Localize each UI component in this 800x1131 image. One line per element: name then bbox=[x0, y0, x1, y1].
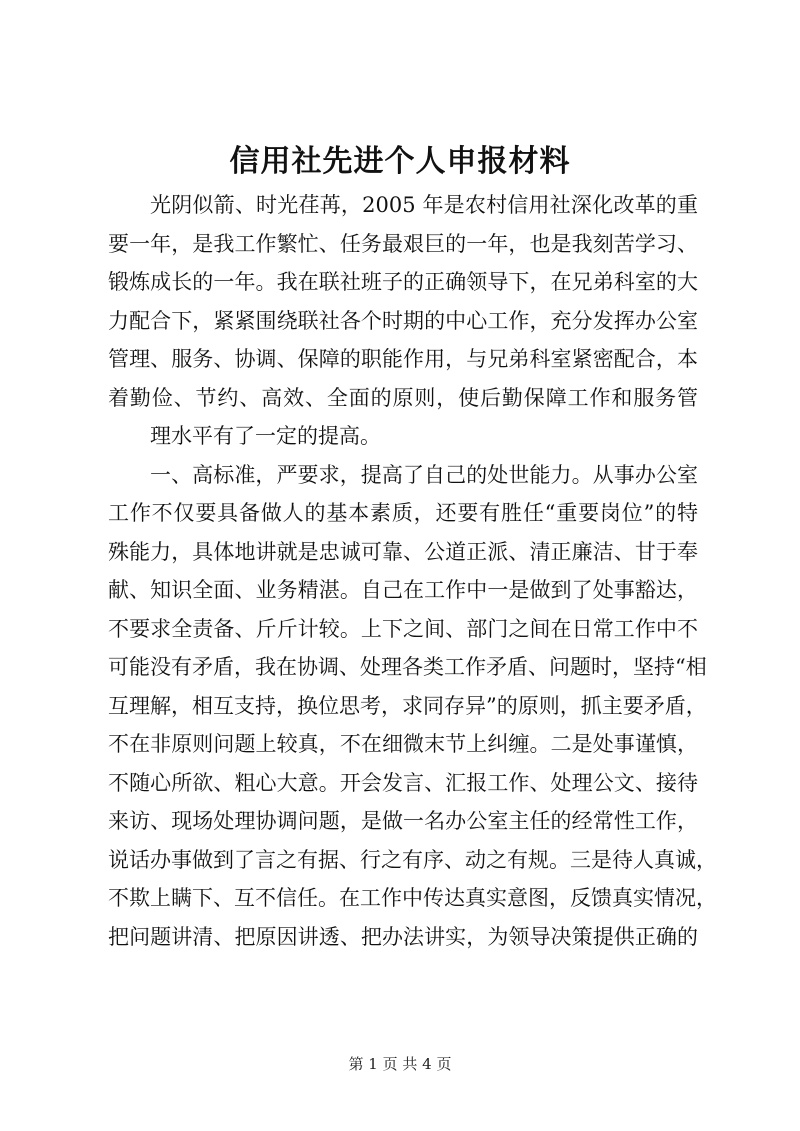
body-line: 力配合下，紧紧围绕联社各个时期的中心工作，充分发挥办公室 bbox=[108, 308, 698, 333]
body-line: 管理、服务、协调、保障的职能作用，与兄弟科室紧密配合，本 bbox=[108, 347, 698, 371]
body-line: 不欺上瞒下、互不信任。在工作中传达真实意图，反馈真实情况， bbox=[108, 886, 717, 910]
body-line: 不随心所欲、粗心大意。开会发言、汇报工作、处理公文、接待 bbox=[108, 770, 698, 795]
body-line: 理水平有了一定的提高。 bbox=[150, 424, 381, 448]
body-line: 光阴似箭、时光荏苒，2005 年是农村信用社深化改革的重 bbox=[150, 193, 698, 217]
body-line: 来访、现场处理协调问题，是做一名办公室主任的经常性工作， bbox=[108, 809, 698, 833]
document-body bbox=[108, 186, 717, 956]
body-line: 把问题讲清、把原因讲透、把办法讲实，为领导决策提供正确的 bbox=[108, 924, 698, 949]
body-line: 要一年，是我工作繁忙、任务最艰巨的一年，也是我刻苦学习、 bbox=[108, 231, 698, 256]
body-line: 殊能力，具体地讲就是忠诚可靠、公道正派、清正廉洁、甘于奉 bbox=[108, 539, 698, 564]
body-line: 不要求全责备、斤斤计较。上下之间、部门之间在日常工作中不 bbox=[108, 616, 698, 641]
page-footer: 第 1 页 共 4 页 bbox=[348, 1055, 452, 1073]
body-line: 锻炼成长的一年。我在联社班子的正确领导下，在兄弟科室的大 bbox=[108, 270, 698, 294]
body-line: 不在非原则问题上较真，不在细微末节上纠缠。二是处事谨慎， bbox=[108, 732, 698, 756]
body-line: 说话办事做到了言之有据、行之有序、动之有规。三是待人真诚， bbox=[108, 847, 717, 872]
body-line: 着勤俭、节约、高效、全面的原则，使后勤保障工作和服务管 bbox=[108, 385, 698, 410]
body-line: 献、知识全面、业务精湛。自己在工作中一是做到了处事豁达， bbox=[108, 578, 698, 602]
body-line: 工作不仅要具备做人的基本素质，还要有胜任“重要岗位”的特 bbox=[108, 501, 698, 525]
body-line: 可能没有矛盾，我在协调、处理各类工作矛盾、问题时，坚持“相 bbox=[108, 655, 707, 679]
body-line: 互理解，相互支持，换位思考，求同存异”的原则，抓主要矛盾， bbox=[108, 693, 707, 718]
document-title: 信用社先进个人申报材料 bbox=[229, 144, 571, 179]
body-line: 一、高标准，严要求，提高了自己的处世能力。从事办公室 bbox=[150, 462, 698, 487]
